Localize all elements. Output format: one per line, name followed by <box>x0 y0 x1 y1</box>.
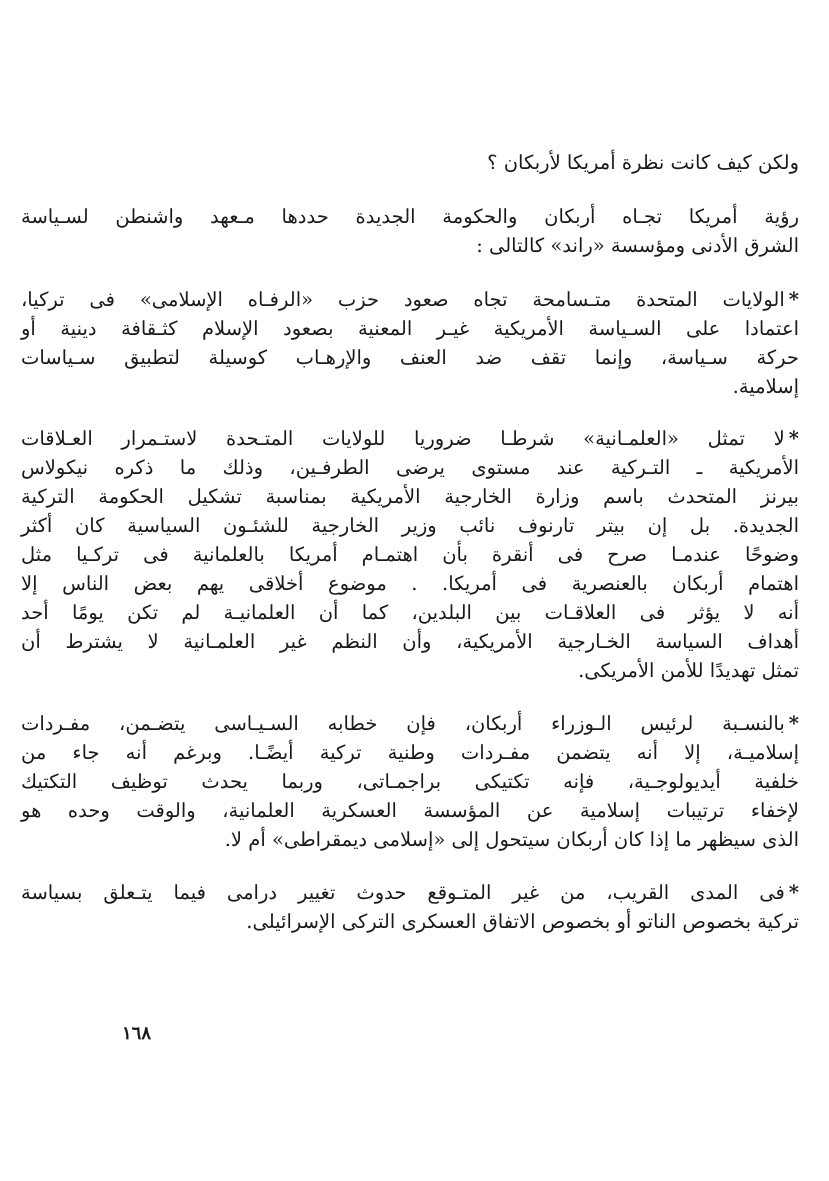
bullet-2-line-4: الجديدة. بل إن بيتر تارنوف نائب وزير الخارجية للشئـون السياسية كان أكثر <box>21 514 799 537</box>
bullet-2-line-2: الأمريكية ـ التـركية عند مستوى يرضى الطرفـين، وذلك ما ذكره نيكولاس <box>21 456 799 479</box>
bullet-3-line-2: إسلاميـة، إلا أنه يتضمن مفـردات وطنية تركية أيضًـا. وبرغم أنه جاء من <box>21 741 799 764</box>
bullet-3-line-3: خلفية أيديولوجـية، فإنه تكتيكى براجمـاتى، وربما يحدث توظيف التكتيك <box>21 770 799 793</box>
bullet-text: فى المدى القريب، من غير المتـوقع حدوث تغيير درامى فيما يتـعلق بسياسة <box>21 881 785 904</box>
intro-line-2: الشرق الأدنى ومؤسسة «راند» كالتالى : <box>476 234 799 257</box>
bullet-star-icon: * <box>788 881 799 904</box>
bullet-star-icon: * <box>788 288 799 311</box>
bullet-2-line-3: بيرنز المتحدث باسم وزارة الخارجية الأمريكية بمناسبة تشكيل الحكومة التركية <box>21 485 799 508</box>
bullet-text: بالنسـبة لرئيس الـوزراء أربكان، فإن خطابه السـيـاسى يتضـمن، مفـردات <box>21 712 785 735</box>
bullet-star-icon: * <box>788 427 799 450</box>
bullet-text: الولايات المتحدة متـسامحة تجاه صعود حزب «الرفـاه الإسلامى» فى تركيا، <box>21 288 785 311</box>
bullet-2-line-8: أهداف السياسة الخـارجية الأمريكية، وأن النظم غير العلمـانية لا يشترط أن <box>21 630 799 653</box>
bullet-2-line-6: اهتمام أربكان بالعنصرية فى أمريكا. . موضوع أخلاقى يهم بعض الناس إلا <box>21 572 799 595</box>
question-line: ولكن كيف كانت نظرة أمريكا لأربكان ؟ <box>487 151 799 174</box>
bullet-4-line-1 <box>21 879 799 907</box>
bullet-star-icon: * <box>788 712 799 735</box>
bullet-1-line-4: إسلامية. <box>732 375 799 398</box>
bullet-1-line-1 <box>21 286 799 314</box>
bullet-text: لا تمثل «العلمـانية» شرطـا ضروريا للولايات المتـحدة لاستـمرار العـلاقات <box>21 427 785 450</box>
page-number: ١٦٨ <box>121 1023 151 1044</box>
bullet-2-line-9: تمثل تهديدًا للأمن الأمريكى. <box>578 659 799 682</box>
intro-line-1: رؤية أمريكا تجـاه أربكان والحكومة الجديدة حددها مـعهد واشنطن لسـياسة <box>21 205 799 228</box>
bullet-3-line-4: لإخفاء ترتيبات إسلامية عن المؤسسة العسكرية العلمانية، والوقت وحده هو <box>21 799 799 822</box>
bullet-1-line-2: اعتمادا على السـياسة الأمريكية غيـر المعنية بصعود الإسلام كثـقافة دينية أو <box>21 317 799 340</box>
bullet-3-line-1 <box>21 710 799 738</box>
bullet-4-line-2: تركية بخصوص الناتو أو بخصوص الاتفاق العسكرى التركى الإسرائيلى. <box>246 910 799 933</box>
bullet-1-line-3: حركة سـياسة، وإنما تقف ضد العنف والإرهـاب كوسيلة لتطبيق سـياسات <box>21 346 799 369</box>
bullet-2-line-5: وضوحًا عندمـا صرح فى أنقرة بأن اهتمـام أمريكا بالعلمانية فى تركـيا مثل <box>21 543 799 566</box>
bullet-3-line-5: الذى سيظهر ما إذا كان أربكان سيتحول إلى «إسلامى ديمقراطى» أم لا. <box>224 828 799 851</box>
bullet-2-line-7: أنه لا يؤثر فى العلاقـات بين البلدين، كما أن العلمانيـة لم تكن يومًا أحد <box>21 601 799 624</box>
bullet-2-line-1 <box>21 425 799 453</box>
